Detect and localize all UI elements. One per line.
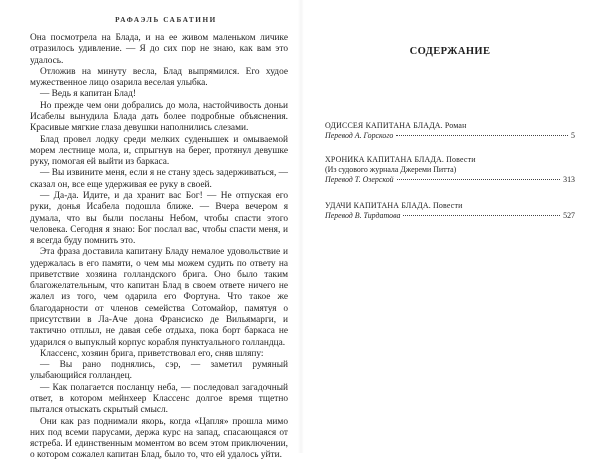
toc-entry-genre: Роман xyxy=(444,121,467,130)
left-page xyxy=(30,16,288,462)
toc-entry-genre: Повести xyxy=(446,155,476,164)
paragraph: — Вы рано поднялись, сэр, — заметил румяный улыбающийся голландец. xyxy=(30,360,288,382)
paragraph: Они как раз поднимали якорь, когда «Цапля» прошла мимо них под всеми парусами, держа курс на запад, спасающаяся от ястреба. И единственным моментом во всем этом приключении, о котором сожалел капитан Блад, было то, что ей удалось уйти. xyxy=(30,416,288,461)
toc-entry-genre: Повести xyxy=(432,201,463,210)
toc-entry-page: 313 xyxy=(563,175,575,184)
paragraph: Но прежде чем они добрались до мола, настойчивость доньи Исабелы вынудила Блада дать более подробные объяснения. Красивые мягкие глаза девушки наполнились слезами. xyxy=(30,100,288,134)
paragraph: Эта фраза доставила капитану Бладу немалое удовольствие и удержалась в его памяти, о чем мы можем судить по ответу на приветствие хозяина голландского брига. Оно было таким благожелательным, что капитан Блад в своем ответе ничего не жалел из того, чем одарила его Фортуна. Что такое же благодарности от членов семейства Сотомайор, памятуя о присутствии в Ла-Аче дона Франсиско де Вильямарги, и тактично отплыл, не давая себе отдыха, пока борт баркаса не ударился о выпуклый корпус корабля пунктуального голландца. xyxy=(30,247,288,348)
paragraph: — Вы извините меня, если я не стану здесь задерживаться, — сказал он, все еще удерживая ее руку в своей. xyxy=(30,168,288,190)
paragraph: — Как полагается посланцу неба, — последовал загадочный ответ, в котором мейнхеер Классенс долгое время тщетно пытался отыскать скрытый смысл. xyxy=(30,382,288,416)
book-gutter xyxy=(298,0,304,453)
toc-entry-title: ОДИССЕЯ КАПИТАНА БЛАДА. xyxy=(325,121,443,130)
toc-entry[interactable] xyxy=(325,155,575,185)
toc-entry-page: 5 xyxy=(571,131,575,140)
running-head: РАФАЭЛЬ САБАТИНИ xyxy=(115,16,217,24)
toc-entry-title: УДАЧИ КАПИТАНА БЛАДА. xyxy=(325,201,431,210)
paragraph: Отложив на минуту весла, Блад выпрямился. Его худое мужественное лицо озарила веселая улыбка. xyxy=(30,66,288,89)
toc-entry[interactable] xyxy=(325,201,575,221)
toc-entry-translator: Перевод А. Горского xyxy=(325,131,394,140)
toc-entry-translator: Перевод В. Тирдатова xyxy=(325,211,401,220)
paragraph: — Да-да. Идите, и да хранит вас Бог! — Не отпуская его руки, донья Исабела подошла ближе. — Вчера вечером я думала, что вы были посланы Небом, чтобы спасти этого человека. Сегодня я знаю: Бог послал вас, чтобы спасти меня, и я всегда буду помнить это. xyxy=(30,190,288,247)
toc-entry-subtitle: (Из судового журнала Джереми Питта) xyxy=(325,165,457,174)
dot-leader xyxy=(403,215,560,216)
dot-leader xyxy=(397,179,561,180)
toc-entry-page: 527 xyxy=(563,211,575,220)
toc-title: СОДЕРЖАНИЕ xyxy=(409,46,491,57)
paragraph: — Ведь я капитан Блад! xyxy=(40,89,136,100)
paragraph: Она посмотрела на Блада, и на ее живом маленьком личике отразилось удивление. — Я до сих пор не знаю, как вам это удалось. xyxy=(30,33,288,66)
body-text xyxy=(30,33,288,462)
toc-entry-translator: Перевод Т. Озерской xyxy=(325,175,394,184)
paragraph: Блад провел лодку среди мелких суденышек и омываемой морем лестнице мола, и, спрыгнув на берег, протянул девушке руку, помогая ей выйти из баркаса. xyxy=(30,134,288,168)
paragraph: Классенс, хозяин брига, приветствовал его, сняв шляпу: xyxy=(40,348,264,359)
toc-entry[interactable] xyxy=(325,121,575,141)
dot-leader xyxy=(396,135,568,136)
toc-entry-title: ХРОНИКА КАПИТАНА БЛАДА. xyxy=(325,155,445,164)
